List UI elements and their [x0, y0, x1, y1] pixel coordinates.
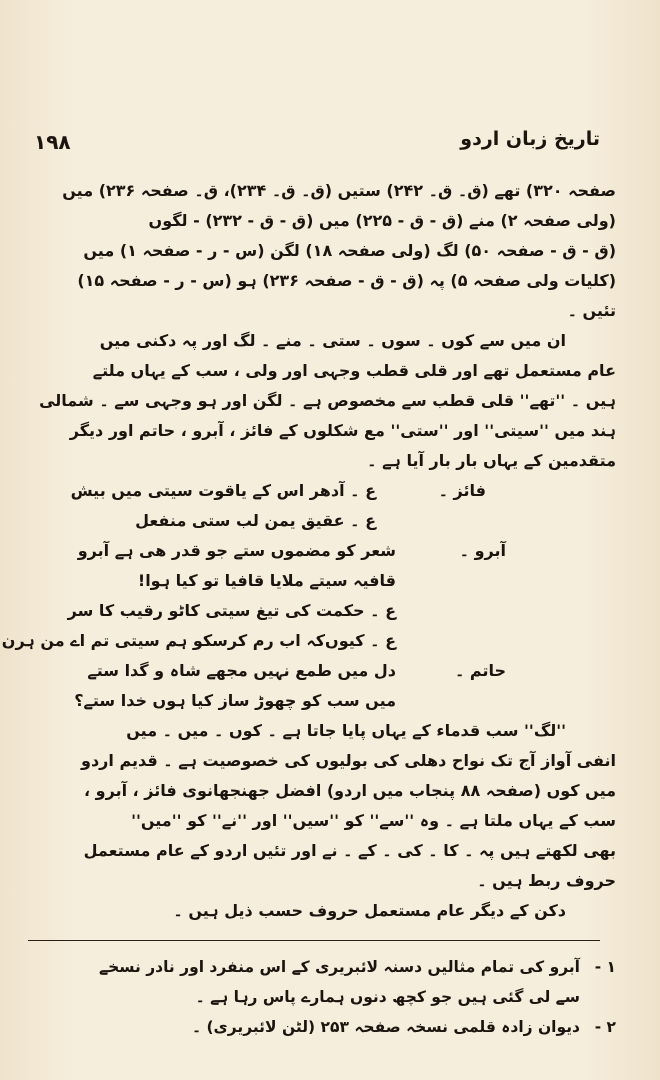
verse-text: ع ۔ حکمت کی تیغ سیتی کاٹو رقیب کا سر [67, 601, 396, 620]
paragraph-dakan: دکن کے دیگر عام مستعمل حروف حسب ذیل ہیں ۔ [173, 901, 566, 920]
text-line: متقدمین کے یہاں بار بار آیا ہے ۔ [367, 451, 616, 470]
text-line: بھی لکھتے ہیں پہ ۔ کا ۔ کی ۔ کے ۔ نے اور تئیں اردو کے عام مستعمل [83, 841, 616, 860]
text-line: صفحہ ۳۲۰) تھے (ق۔ ق۔ ۲۴۲) ستیں (ق۔ ق۔ ۲۳۴)، ق۔ صفحہ ۲۳۶) میں [62, 181, 616, 200]
verse-text: دل میں طمع نہیں مجھے شاہ و گدا ستے [87, 661, 396, 680]
running-title: تاریخ زبان اردو [460, 128, 600, 150]
text-line: ''لگ'' سب قدماء کے یہاں پایا جاتا ہے ۔ کوں ۔ میں ۔ میں [126, 721, 566, 740]
verse-line [34, 596, 616, 626]
verse-line [34, 476, 616, 506]
paragraph-references [34, 176, 616, 326]
verse-examples [1, 476, 616, 716]
footnote-divider [28, 940, 600, 941]
text-line: میں کوں (صفحہ ۸۸ پنجاب میں اردو) افضل جھنجھانوی فائز ، آبرو ، [84, 781, 616, 800]
footnotes [34, 952, 616, 1042]
poet-name: حاتم ۔ [454, 661, 506, 680]
verse-line [34, 656, 616, 686]
verse-text: ع ۔ آدھر اس کے یاقوت سیتی میں بیش [70, 481, 376, 500]
poet-name: فائز ۔ [438, 481, 486, 500]
footnote-text: آبرو کی تمام مثالیں دسنہ لائبریری کے اس منفرد اور نادر نسخے [98, 958, 580, 976]
page-number: ۱۹۸ [34, 130, 71, 154]
verse-line [34, 566, 616, 596]
verse-line [1, 626, 616, 656]
text-line: عام مستعمل تھے اور قلی قطب وجہی اور ولی ، سب کے یہاں ملتے [92, 361, 616, 380]
verse-text: قافیہ سیتے ملایا قافیا تو کیا ہوا! [137, 571, 396, 590]
footnote-number: ۱ - [594, 958, 616, 976]
body-text [1, 176, 616, 926]
paragraph-lag [34, 716, 616, 896]
footnote [34, 952, 616, 982]
text-line: تئیں ۔ [567, 301, 616, 320]
footnote [34, 1012, 616, 1042]
footnote-continuation: سے لی گئی ہیں جو کچھ دنوں ہمارے پاس رہا ہے ۔ [195, 988, 580, 1006]
text-line: (ق - ق - صفحہ ۵۰) لگ (ولی صفحہ ۱۸) لگن (س - ر - صفحہ ۱) میں [83, 241, 616, 260]
text-line: ہیں ۔ ''تھے'' قلی قطب سے مخصوص ہے ۔ لگن اور ہو وجہی سے ۔ شمالی [39, 391, 616, 410]
footnote-text: دیوان زادہ قلمی نسخہ صفحہ ۲۵۳ (لٹن لائبریری) ۔ [191, 1018, 580, 1036]
text-line: ان میں سے کوں ۔ سوں ۔ ستی ۔ منے ۔ لگ اور پہ دکنی میں [99, 331, 566, 350]
verse-line [34, 686, 616, 716]
text-line: (ولی صفحہ ۲) منے (ق - ق - ۲۲۵) میں (ق - ق - ۲۳۲) - لگوں [148, 211, 616, 230]
verse-line [34, 506, 616, 536]
text-line: حروف ربط ہیں ۔ [477, 871, 616, 890]
verse-text: ع ۔ کیوں‌کہ اب رم کرسکو ہم سیتی تم اے من ہرن [1, 631, 396, 650]
page-header [34, 128, 600, 164]
verse-text: ع ۔ عقیق یمن لب ستی منفعل [135, 511, 376, 530]
text-line: ہند میں ''سیتی'' اور ''ستی'' مع شکلوں کے فائز ، آبرو ، حاتم اور دیگر [69, 421, 616, 440]
paragraph-usage [34, 326, 616, 476]
text-line: (کلیات ولی صفحہ ۵) پہ (ق - ق - صفحہ ۲۳۶) ہو (س - ر - صفحہ ۱۵) [77, 271, 616, 290]
text-line: سب کے یہاں ملتا ہے ۔ وہ ''سے'' کو ''سیں'' اور ''نے'' کو ''میں'' [131, 811, 616, 830]
poet-name: آبرو ۔ [459, 541, 506, 560]
verse-text: شعر کو مضموں ستے جو قدر ھی ہے آبرو [77, 541, 396, 560]
verse-line [34, 536, 616, 566]
footnote-number: ۲ - [594, 1018, 616, 1036]
text-line: انفی آواز آج تک نواح دھلی کی بولیوں کی خصوصیت ہے ۔ قدیم اردو [81, 751, 616, 770]
verse-text: میں سب کو چھوڑ ساز کیا ہوں خدا ستے؟ [74, 691, 396, 710]
